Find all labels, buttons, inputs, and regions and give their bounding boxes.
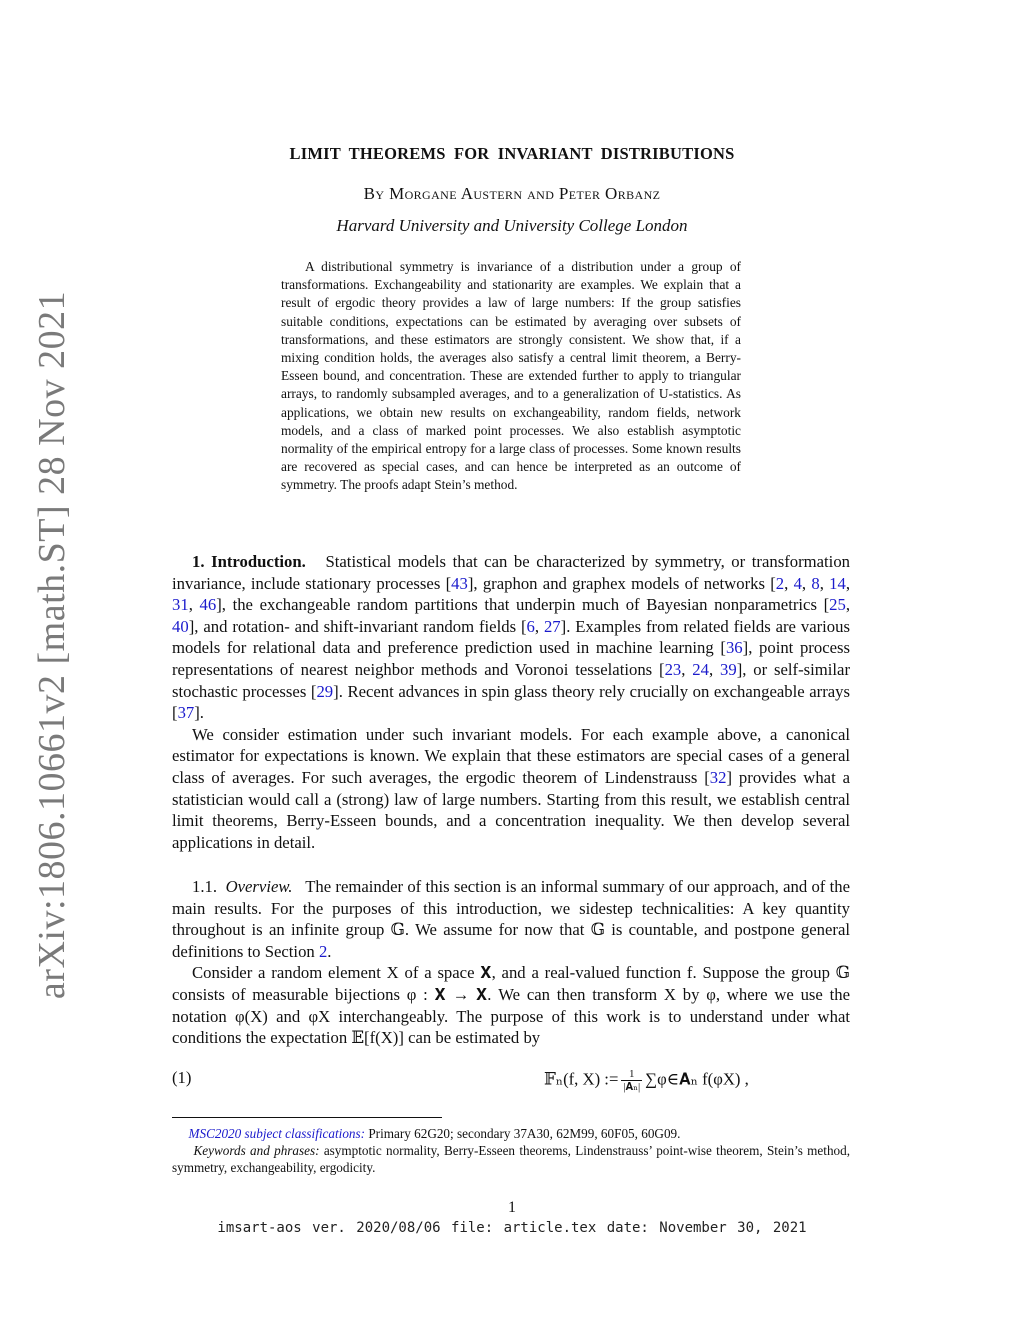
abstract: A distributional symmetry is invariance of a distribution under a group of transformations. Exchangeability and stationarity are examples. We explain that a result of ergodic theory provides a law of large numbers: If the group satisfies suitable conditions, expectations can be estimated by averaging over subsets of transformations, and these estimators are strongly consistent. We show that, if a mixing condition holds, the averages also satisfy a central limit theorem, a Berry-Esseen bound, and concentration. These are extended further to apply to triangular arrays, to randomly subsampled averages, and to a generalization of U-statistics. As applications, we obtain new results on exchangeability, random fields, network models, and a class of marked point processes. We also establish asymptotic normality of the empirical entropy for a large class of processes. Some known results are recovered as special cases, and can hence be interpreted as an outcome of symmetry. The proofs adapt Stein’s method. (281, 259, 741, 493)
overview-paragraph-1: 1.1. Overview. The remainder of this section is an informal summary of our approach, and of the main results. For the purposes of this introduction, we sidestep technicalities: A key quantity throughout is an infinite group 𝔾. We assume for now that 𝔾 is countable, and postpone general definitions to Section 2. (172, 877, 851, 961)
citation-link[interactable]: 2 (775, 573, 785, 593)
introduction-section (172, 551, 850, 853)
subsection-number: 1.1. (192, 877, 218, 896)
citation-link[interactable]: 39 (720, 659, 737, 679)
paper-authors: By Morgane Austern and Peter Orbanz (363, 184, 661, 203)
overview-paragraph-2: Consider a random element X of a space 𝐗, and a real-valued function f. Suppose the group 𝔾 consists of measurable bijections φ : 𝐗 → 𝐗. We can then transform X by φ, where we use the notation φ(X) and φX interchangeably. The purpose of this work is to understand under what conditions the expectation 𝔼[f(X)] can be estimated by (172, 963, 850, 1048)
section-heading: 1. Introduction. (192, 552, 306, 571)
arxiv-sidebar-stamp (31, 290, 73, 1000)
citation-link[interactable]: 25 (829, 595, 846, 615)
equation-fraction: $\frac{1}{\text{|𝐀ₙ|}}$ (623, 1068, 641, 1093)
citation-link[interactable]: 37 (177, 703, 195, 723)
equation-number: (1) (172, 1068, 192, 1087)
citation-link[interactable]: 43 (451, 573, 468, 593)
citation-link[interactable]: 36 (725, 638, 743, 658)
citation-link[interactable]: 8 (811, 573, 820, 593)
citation-link[interactable]: 29 (316, 681, 334, 701)
section-link[interactable]: 2 (318, 941, 328, 961)
citation-link[interactable]: 24 (692, 659, 709, 679)
citation-link[interactable]: 27 (543, 616, 561, 636)
intro-paragraph-2: We consider estimation under such invariant models. For each example above, a canonical estimator for expectations is known. We explain that these estimators are special cases of a general class of averages. For such averages, the ergodic theorem of Lindenstrauss [32] provides what a statistician would call a (strong) law of large numbers. Starting from this result, we establish central limit theorems, Berry-Esseen bounds, and a concentration inequality. We then develop several applications in detail. (172, 724, 850, 852)
imsart-footer: imsart-aos ver. 2020/08/06 file: article.tex date: November 30, 2021 (217, 1220, 807, 1236)
equation-rhs: ∑φ∈𝐀ₙ f(φX) , (645, 1069, 749, 1089)
footnote-rule (172, 1117, 442, 1118)
page-number: 1 (508, 1199, 516, 1216)
paper-title: LIMIT THEOREMS FOR INVARIANT DISTRIBUTIONS (289, 144, 735, 163)
footnote-msc: MSC2020 subject classifications: Primary 62G20; secondary 37A30, 62M99, 60F05, 60G09. (188, 1126, 681, 1141)
equation-1 (172, 1068, 850, 1098)
citation-link[interactable]: 23 (664, 659, 682, 679)
citation-link[interactable]: 32 (709, 767, 727, 787)
equation-lhs: 𝔽ₙ(f, X) := (544, 1069, 619, 1089)
subsection-heading: Overview. (225, 877, 293, 896)
citation-link[interactable]: 31 (172, 595, 189, 615)
citation-link[interactable]: 6 (526, 616, 535, 636)
citation-link[interactable]: 14 (829, 573, 846, 593)
citation-link[interactable]: 46 (199, 595, 217, 615)
keywords-label: Keywords and phrases: (193, 1143, 320, 1158)
footnote-keywords: Keywords and phrases: asymptotic normality, Berry-Esseen theorems, Lindenstrauss’ point-wise theorem, Stein’s method, symmetry, exchangeability, ergodicity. (172, 1143, 851, 1175)
citation-link[interactable]: 4 (793, 573, 802, 593)
citation-link[interactable]: 40 (172, 616, 189, 636)
overview-section (172, 876, 850, 1049)
paper-affiliation: Harvard University and University College London (336, 216, 688, 235)
msc-link[interactable]: MSC2020 subject classifications: (188, 1126, 366, 1141)
intro-paragraph-1: 1. Introduction. Statistical models that can be characterized by symmetry, or transformation invariance, include stationary processes [43], graphon and graphex models of networks [2, 4, 8, 14, 31, 46], the exchangeable random partitions that underpin much of Bayesian nonparametrics [25, 40], and rotation- and shift-invariant random fields [6, 27]. Examples from related fields are various models for relational data and preference prediction used in machine learning [36], point process representations of nearest neighbor methods and Voronoi tesselations [23, 24, 39], or self-similar stochastic processes [29]. Recent advances in spin glass theory rely crucially on exchangeable arrays [37]. (172, 552, 851, 723)
arxiv-id: arXiv:1806.10661v2 [math.ST] 28 Nov 2021 (31, 290, 73, 1000)
equation-body (544, 1068, 749, 1093)
